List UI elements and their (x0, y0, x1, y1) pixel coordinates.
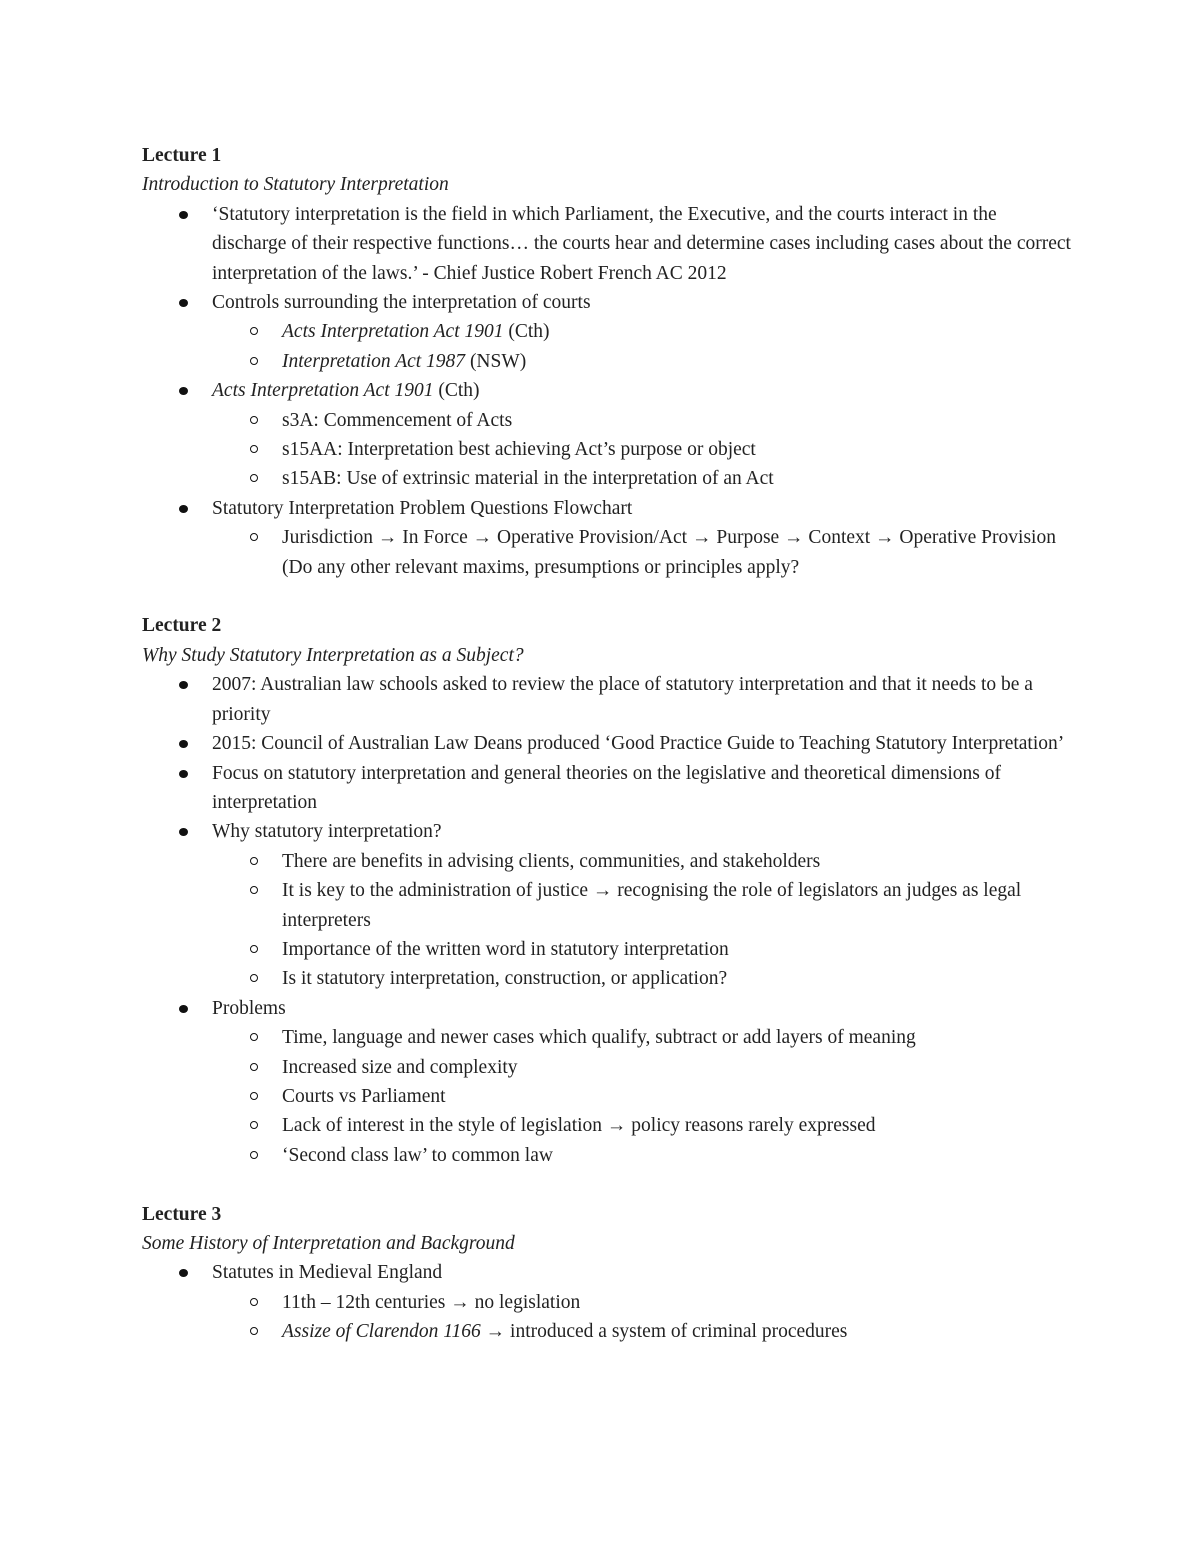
sub-list-item (212, 406, 1072, 435)
filled-bullet-icon (179, 387, 188, 395)
bullet-list (142, 670, 1072, 1170)
filled-bullet-icon (179, 211, 188, 219)
lecture-heading: Lecture 2 (142, 615, 222, 637)
sub-list-item (212, 435, 1072, 464)
lecture-2-section (142, 611, 1072, 1170)
lecture-subtitle: Some History of Interpretation and Background (142, 1233, 515, 1254)
hollow-bullet-icon (250, 1033, 258, 1041)
item-text: s15AA: Interpretation best achieving Act’s purpose or object (282, 439, 756, 461)
lecture-subtitle: Why Study Statutory Interpretation as a Subject? (142, 644, 524, 666)
lecture-heading: Lecture 3 (142, 1203, 222, 1225)
item-text: 2015: Council of Australian Law Deans produced ‘Good Practice Guide to Teaching Statutory Interpretation’ (212, 733, 1065, 755)
hollow-bullet-icon (250, 533, 258, 541)
filled-bullet-icon (179, 1269, 188, 1277)
sub-list-item (212, 464, 1072, 493)
sub-list-item (212, 1141, 1072, 1170)
act-title: Acts Interpretation Act 1901 (212, 380, 434, 402)
act-title: Acts Interpretation Act 1901 (282, 321, 504, 343)
item-text: (Cth) (433, 380, 480, 402)
hollow-bullet-icon (250, 416, 258, 424)
filled-bullet-icon (179, 1005, 188, 1013)
bullet-list (142, 1258, 1072, 1346)
sub-list-item (212, 1082, 1072, 1111)
sub-list-item (212, 847, 1072, 876)
item-text: It is key to the administration of justice → recognising the role of legislators an judges as legal interpreters (282, 880, 1022, 931)
list-item (142, 1258, 1072, 1346)
list-item (142, 670, 1072, 729)
hollow-bullet-icon (250, 886, 258, 894)
item-text: s15AB: Use of extrinsic material in the interpretation of an Act (282, 468, 774, 490)
document-content (142, 141, 1072, 1376)
item-text: (NSW) (465, 350, 527, 372)
item-text: 11th – 12th centuries → no legislation (282, 1291, 581, 1313)
item-text: ‘Statutory interpretation is the field in which Parliament, the Executive, and the courts interact in the discharge of their respective functions… the courts hear and determine cases including cases about the correct interpretation of the laws.’ - Chief Justice Robert French AC 2012 (212, 203, 1071, 284)
item-text: Courts vs Parliament (282, 1085, 446, 1107)
filled-bullet-icon (179, 770, 188, 778)
hollow-bullet-icon (250, 357, 258, 365)
item-text: Why statutory interpretation? (212, 821, 442, 843)
list-item (142, 729, 1072, 758)
hollow-bullet-icon (250, 474, 258, 482)
sub-list-item (212, 1288, 1072, 1317)
list-item (142, 817, 1072, 993)
hollow-bullet-icon (250, 445, 258, 453)
hollow-bullet-icon (250, 1298, 258, 1306)
filled-bullet-icon (179, 299, 188, 307)
sub-list-item (212, 1111, 1072, 1140)
item-text: → introduced a system of criminal procedures (480, 1321, 848, 1343)
list-item (142, 759, 1072, 818)
item-text: Statutory Interpretation Problem Questions Flowchart (212, 497, 633, 519)
hollow-bullet-icon (250, 974, 258, 982)
hollow-bullet-icon (250, 327, 258, 335)
hollow-bullet-icon (250, 1063, 258, 1071)
list-item (142, 376, 1072, 494)
filled-bullet-icon (179, 740, 188, 748)
item-text: Focus on statutory interpretation and general theories on the legislative and theoretical dimensions of interpretation (212, 762, 1001, 813)
sub-list-item (212, 317, 1072, 346)
item-text: Problems (212, 997, 286, 1019)
item-text: Lack of interest in the style of legislation → policy reasons rarely expressed (282, 1115, 876, 1137)
lecture-1-section (142, 141, 1072, 582)
sub-list-item (212, 1053, 1072, 1082)
sub-bullet-list (212, 317, 1072, 376)
list-item (142, 200, 1072, 288)
sub-list-item (212, 935, 1072, 964)
list-item (142, 288, 1072, 376)
act-title: Interpretation Act 1987 (282, 350, 466, 372)
item-text: Is it statutory interpretation, construction, or application? (282, 968, 728, 990)
item-text: Controls surrounding the interpretation of courts (212, 292, 591, 314)
act-title: Assize of Clarendon 1166 (282, 1321, 481, 1343)
item-text: Increased size and complexity (282, 1056, 518, 1078)
sub-list-item (212, 1023, 1072, 1052)
hollow-bullet-icon (250, 1327, 258, 1335)
lecture-heading: Lecture 1 (142, 145, 222, 166)
sub-list-item (212, 1317, 1072, 1346)
filled-bullet-icon (179, 828, 188, 836)
lecture-subtitle: Introduction to Statutory Interpretation (142, 174, 449, 196)
list-item (142, 994, 1072, 1170)
filled-bullet-icon (179, 681, 188, 689)
hollow-bullet-icon (250, 1121, 258, 1129)
item-text: Statutes in Medieval England (212, 1262, 443, 1284)
lecture-3-section (142, 1200, 1072, 1347)
item-text: 2007: Australian law schools asked to review the place of statutory interpretation and that it needs to be a priority (212, 674, 1033, 725)
hollow-bullet-icon (250, 1151, 258, 1159)
item-text: Importance of the written word in statutory interpretation (282, 938, 729, 960)
list-item (142, 494, 1072, 582)
hollow-bullet-icon (250, 857, 258, 865)
bullet-list (142, 200, 1072, 582)
sub-bullet-list (212, 1023, 1072, 1170)
sub-bullet-list (212, 523, 1072, 582)
hollow-bullet-icon (250, 1092, 258, 1100)
sub-bullet-list (212, 1288, 1072, 1347)
sub-list-item (212, 347, 1072, 376)
item-text: Time, language and newer cases which qualify, subtract or add layers of meaning (282, 1027, 916, 1049)
sub-list-item (212, 964, 1072, 993)
sub-bullet-list (212, 847, 1072, 994)
item-text: There are benefits in advising clients, communities, and stakeholders (282, 850, 821, 872)
item-text: (Cth) (503, 321, 550, 343)
sub-bullet-list (212, 406, 1072, 494)
sub-list-item (212, 876, 1072, 935)
hollow-bullet-icon (250, 945, 258, 953)
item-text: ‘Second class law’ to common law (282, 1144, 553, 1166)
filled-bullet-icon (179, 505, 188, 513)
item-text: s3A: Commencement of Acts (282, 409, 513, 431)
item-text: Jurisdiction → In Force → Operative Provision/Act → Purpose → Context → Operative Provision (Do any other relevant maxims, presumptions or principles apply? (282, 527, 1056, 578)
sub-list-item (212, 523, 1072, 582)
